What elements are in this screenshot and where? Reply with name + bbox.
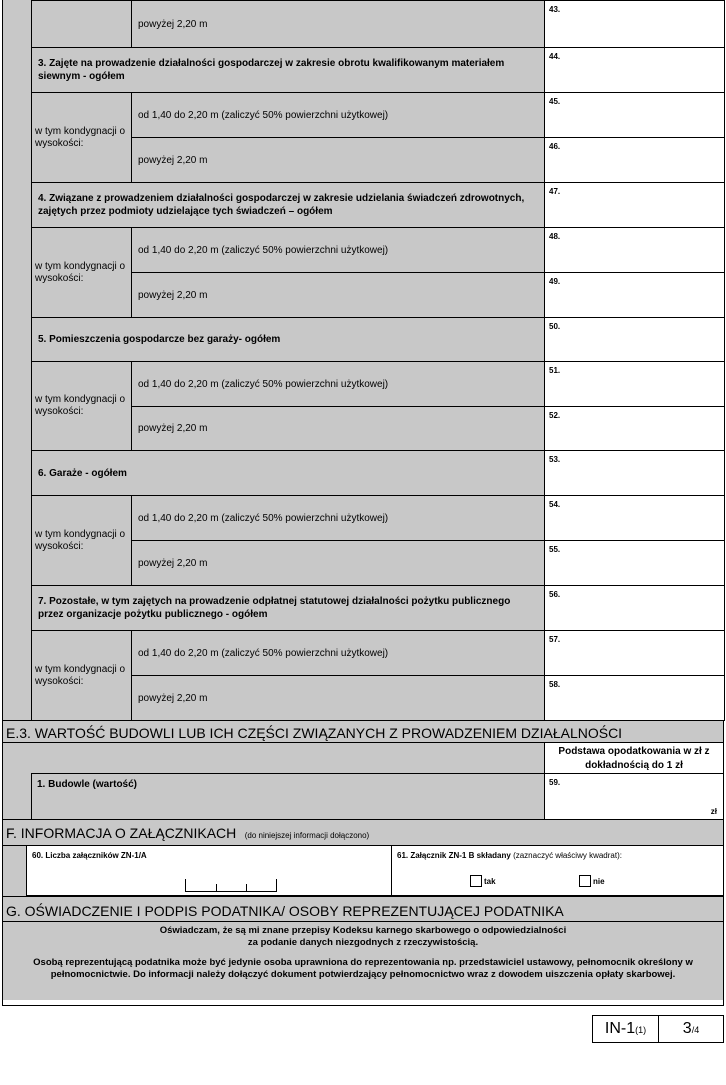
f-left-strip — [2, 846, 27, 896]
field-47[interactable] — [544, 182, 725, 228]
field-number: 51. — [549, 366, 561, 375]
section-g-statement — [2, 921, 724, 1001]
category-row-label — [31, 585, 545, 631]
kond-group-label — [31, 227, 132, 318]
digit-divider — [246, 884, 247, 892]
field-60-label: 60. Liczba załączników ZN-1/A — [32, 851, 147, 860]
form-id-sub: (1) — [635, 1025, 647, 1035]
category-row-label — [31, 47, 545, 93]
row-label-text: 5. Pomieszczenia gospodarcze bez garaży- ogółem — [38, 334, 281, 345]
kond-group-label — [31, 92, 132, 183]
signature-area[interactable] — [2, 1000, 724, 1006]
digit-divider — [216, 884, 217, 892]
form-id-box — [592, 1015, 659, 1043]
section-g-header — [2, 896, 724, 922]
row-label-text: od 1,40 do 2,20 m (zaliczyć 50% powierzchni użytkowej) — [138, 109, 389, 121]
row-label-text: 6. Garaże - ogółem — [38, 467, 127, 479]
checkbox-tak-label: tak — [484, 877, 496, 886]
category-row-label — [31, 450, 545, 496]
field-54[interactable] — [544, 495, 725, 541]
e3-base-header-text: Podstawa opodatkowania w zł z dokładnością do 1 zł — [558, 746, 710, 771]
kond-group-continuation — [31, 0, 132, 48]
kond-label-text: w tym kondygnacji o wysokości: — [35, 663, 126, 687]
category-row-label — [31, 182, 545, 228]
field-48[interactable] — [544, 227, 725, 273]
form-id: IN-1 — [604, 1020, 636, 1037]
field-number: 44. — [549, 52, 561, 61]
field-51[interactable] — [544, 361, 725, 407]
kond-group-label — [31, 361, 132, 451]
row-label-text: od 1,40 do 2,20 m (zaliczyć 50% powierzchni użytkowej) — [138, 378, 389, 390]
field-46[interactable] — [544, 137, 725, 183]
height-row-label — [131, 495, 545, 541]
page-number: 3 — [682, 1020, 692, 1037]
e3-base-header — [544, 742, 724, 774]
height-row-label — [131, 227, 545, 273]
field-number: 47. — [549, 187, 561, 196]
height-row-label — [131, 675, 545, 721]
field-60-digit-boxes[interactable] — [185, 879, 277, 892]
field-52[interactable] — [544, 406, 725, 451]
field-59[interactable] — [544, 773, 724, 820]
field-number: 52. — [549, 411, 561, 420]
row-label-text: powyżej 2,20 m — [138, 557, 208, 569]
field-49[interactable] — [544, 272, 725, 318]
field-number: 53. — [549, 455, 561, 464]
field-60[interactable] — [26, 845, 392, 896]
field-number: 50. — [549, 322, 561, 331]
row-label-text: powyżej 2,20 m — [138, 18, 208, 30]
height-row-label — [131, 630, 545, 676]
field-53[interactable] — [544, 450, 725, 496]
category-row-label — [31, 317, 545, 362]
field-number: 55. — [549, 545, 561, 554]
field-number: 45. — [549, 97, 561, 106]
kond-label-text: w tym kondygnacji o wysokości: — [35, 125, 126, 149]
height-row-label — [131, 540, 545, 586]
kond-group-label — [31, 495, 132, 586]
field-number: 49. — [549, 277, 561, 286]
row-label-text: 3. Zajęte na prowadzenie działalności gospodarczej w zakresie obrotu kwalifikowanym materiałem siewnym - ogółem — [38, 58, 505, 82]
kond-group-label — [31, 630, 132, 721]
section-f-title: F. INFORMACJA O ZAŁĄCZNIKACH — [6, 825, 237, 841]
field-61-label-note: (zaznaczyć właściwy kwadrat): — [513, 851, 622, 860]
row-label-text: powyżej 2,20 m — [138, 154, 208, 166]
row-label-text: od 1,40 do 2,20 m (zaliczyć 50% powierzchni użytkowej) — [138, 647, 389, 659]
page-number-box — [658, 1015, 724, 1043]
e3-row-label — [31, 773, 545, 820]
g-statement-line2: za podanie danych niezgodnych z rzeczywistością. — [247, 937, 479, 948]
field-44[interactable] — [544, 47, 725, 93]
field-number: 56. — [549, 590, 561, 599]
section-f-note: (do niniejszej informacji dołączono) — [244, 831, 370, 840]
field-number: 58. — [549, 680, 561, 689]
section-f-header — [2, 819, 724, 846]
height-row-label — [131, 272, 545, 318]
row-label-text: od 1,40 do 2,20 m (zaliczyć 50% powierzchni użytkowej) — [138, 244, 389, 256]
field-number: 54. — [549, 500, 561, 509]
g-representative-note: Osobą reprezentującą podatnika może być jedynie osoba uprawniona do reprezentowania np. przedstawiciel ustawowy, pełnomocnik określony w pełnomocnictwie. Do informacji należy dołączyć dokument potwierdzający pełnomocnictwo wraz z dowodem uiszczenia opłaty skarbowej. — [33, 957, 693, 980]
row-label-text: powyżej 2,20 m — [138, 692, 208, 704]
checkbox-tak[interactable] — [470, 875, 482, 887]
page-total: /4 — [691, 1025, 700, 1035]
field-56[interactable] — [544, 585, 725, 631]
height-row-label — [131, 92, 545, 138]
height-row-label — [131, 0, 545, 48]
section-e3-title: E.3. WARTOŚĆ BUDOWLI LUB ICH CZĘŚCI ZWIĄZANYCH Z PROWADZENIEM DZIAŁALNOŚCI — [6, 725, 623, 741]
height-row-label — [131, 406, 545, 451]
row-label-text: powyżej 2,20 m — [138, 289, 208, 301]
checkbox-nie-label: nie — [593, 877, 605, 886]
field-59-unit: zł — [710, 807, 717, 816]
field-number: 46. — [549, 142, 561, 151]
row-label-text: 4. Związane z prowadzeniem działalności gospodarczej w zakresie udzielania świadczeń zdrowotnych, zajętych przez podmioty udzielające tych świadczeń – ogółem — [38, 193, 525, 217]
field-58[interactable] — [544, 675, 725, 721]
section-g-title: G. OŚWIADCZENIE I PODPIS PODATNIKA/ OSOBY REPREZENTUJĄCEJ PODATNIKA — [6, 903, 564, 919]
kond-label-text: w tym kondygnacji o wysokości: — [35, 394, 126, 417]
field-number: 43. — [549, 5, 561, 14]
field-61-label-bold: 61. Załącznik ZN-1 B składany — [397, 851, 511, 860]
checkbox-nie[interactable] — [579, 875, 591, 887]
field-number: 57. — [549, 635, 561, 644]
row-label-text: od 1,40 do 2,20 m (zaliczyć 50% powierzchni użytkowej) — [138, 512, 389, 524]
kond-label-text: w tym kondygnacji o wysokości: — [35, 260, 126, 284]
left-margin-strip — [2, 0, 32, 720]
field-50[interactable] — [544, 317, 725, 362]
field-43[interactable] — [544, 0, 725, 48]
field-45[interactable] — [544, 92, 725, 138]
field-61-label — [397, 851, 622, 860]
field-57[interactable] — [544, 630, 725, 676]
height-row-label — [131, 137, 545, 183]
g-statement-line1: Oświadczam, że są mi znane przepisy Kodeksu karnego skarbowego o odpowiedzialności — [159, 925, 567, 936]
field-number: 48. — [549, 232, 561, 241]
row-label-text: powyżej 2,20 m — [138, 423, 208, 434]
field-59-number: 59. — [549, 778, 561, 787]
field-61 — [391, 845, 724, 896]
e3-row-label-text: 1. Budowle (wartość) — [37, 779, 138, 790]
field-55[interactable] — [544, 540, 725, 586]
row-label-text: 7. Pozostałe, w tym zajętych na prowadzenie odpłatnej statutowej działalności pożytku publicznego przez organizacje pożytku publicznego - ogółem — [38, 596, 511, 620]
section-e3-header — [2, 720, 724, 743]
height-row-label — [131, 361, 545, 407]
kond-label-text: w tym kondygnacji o wysokości: — [35, 528, 126, 552]
